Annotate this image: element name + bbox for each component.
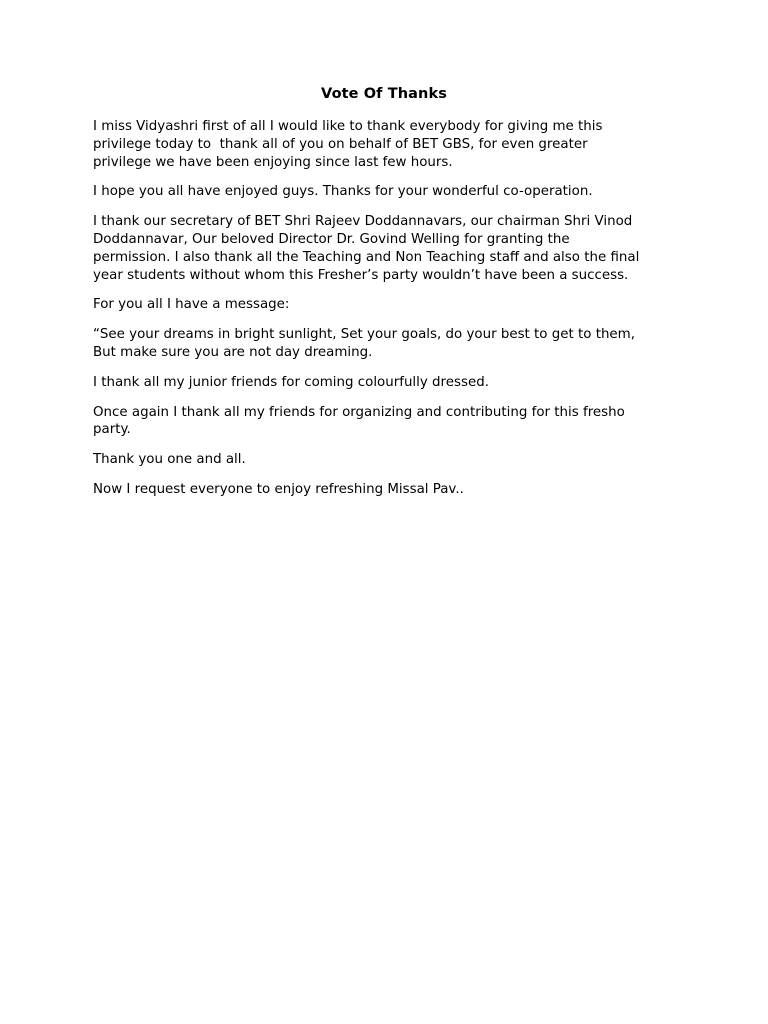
paragraph: I thank all my junior friends for coming colourfully dressed. [93,374,489,390]
paragraph: Once again I thank all my friends for organizing and contributing for this fresho party. [93,404,625,438]
document-title: Vote Of Thanks [321,86,447,102]
paragraph: I hope you all have enjoyed guys. Thanks for your wonderful co-operation. [93,184,593,200]
document-body [93,118,693,511]
paragraph: I miss Vidyashri first of all I would like to thank everybody for giving me this privilege today to thank all of you on behalf of BET GBS, for even greater privilege we have been enjoying since last few hours. [93,119,603,170]
paragraph: “See your dreams in bright sunlight, Set your goals, do your best to get to them, But make sure you are not day dreaming. [93,327,635,360]
paragraph: I thank our secretary of BET Shri Rajeev Doddannavars, our chairman Shri Vinod Doddannavar, Our beloved Director Dr. Govind Welling for granting the permission. I also thank all the Teaching and Non Teaching staff and also the final year students without whom this Fresher’s party wouldn’t have been a success. [93,214,640,283]
paragraph: Now I request everyone to enjoy refreshing Missal Pav.. [93,481,464,497]
paragraph: For you all I have a message: [93,297,290,313]
paragraph: Thank you one and all. [93,452,246,468]
